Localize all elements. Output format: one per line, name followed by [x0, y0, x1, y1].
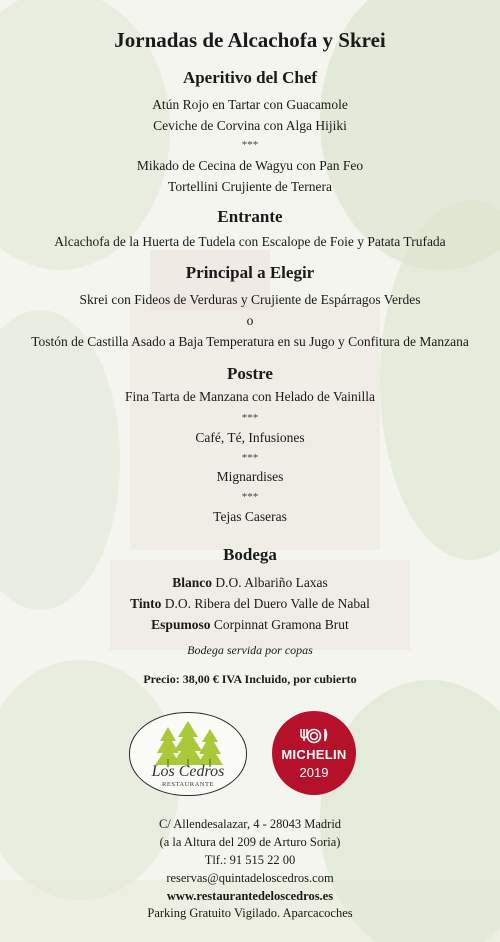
- section-bodega-heading: Bodega: [223, 545, 277, 564]
- cedros-logo-name: Los Cedros: [151, 763, 225, 780]
- aperitivo-item: Mikado de Cecina de Wagyu con Pan Feo: [136, 158, 364, 173]
- wine-label: Espumoso: [151, 617, 211, 632]
- bodega-note: Bodega servida por copas: [187, 643, 313, 657]
- separator: ***: [241, 412, 259, 424]
- footer-reference: (a la Altura del 209 de Arturo Soria): [159, 835, 341, 849]
- los-cedros-logo: [129, 712, 247, 796]
- wine-label: Tinto: [130, 596, 162, 611]
- section-postre-heading: Postre: [227, 364, 273, 383]
- postre-item: Mignardises: [216, 469, 284, 484]
- postre-item: Fina Tarta de Manzana con Helado de Vainilla: [124, 389, 376, 404]
- wine-value: D.O. Ribera del Duero Valle de Nabal: [164, 596, 370, 611]
- section-principal-heading: Principal a Elegir: [185, 263, 315, 282]
- trees-icon: [130, 719, 246, 769]
- footer-parking: Parking Gratuito Vigilado. Aparcacoches: [147, 906, 353, 920]
- cedros-logo-sub: RESTAURANTE: [162, 781, 214, 788]
- aperitivo-item: Atún Rojo en Tartar con Guacamole: [152, 97, 348, 112]
- section-entrante-heading: Entrante: [217, 207, 283, 226]
- separator: ***: [241, 139, 259, 151]
- michelin-year: 2019: [299, 765, 329, 780]
- wine-label: Blanco: [172, 575, 212, 590]
- wine-value: D.O. Albariño Laxas: [215, 575, 328, 590]
- price: Precio: 38,00 € IVA Incluido, por cubierto: [143, 672, 357, 686]
- principal-item: Skrei con Fideos de Verduras y Crujiente de Espárragos Verdes: [79, 292, 421, 307]
- principal-item: Tostón de Castilla Asado a Baja Temperatura en su Jugo y Confitura de Manzana: [31, 334, 469, 349]
- aperitivo-item: Ceviche de Corvina con Alga Hijiki: [153, 118, 347, 133]
- wine-value: Corpinnat Gramona Brut: [213, 617, 349, 632]
- postre-item: Café, Té, Infusiones: [195, 430, 305, 445]
- wine-blanco: [0, 575, 500, 591]
- separator: ***: [241, 491, 259, 503]
- menu-title: Jornadas de Alcachofa y Skrei: [114, 28, 386, 52]
- entrante-item: Alcachofa de la Huerta de Tudela con Escalope de Foie y Patata Trufada: [54, 234, 446, 249]
- footer-phone: Tlf.: 91 515 22 00: [204, 853, 296, 867]
- footer-email[interactable]: reservas@quintadeloscedros.com: [166, 871, 334, 885]
- section-aperitivo-heading: Aperitivo del Chef: [182, 68, 318, 87]
- wine-tinto: [0, 596, 500, 612]
- aperitivo-item: Tortellini Crujiente de Ternera: [168, 179, 332, 194]
- footer-address: C/ Allendesalazar, 4 - 28043 Madrid: [158, 817, 342, 831]
- michelin-badge: [272, 711, 356, 795]
- michelin-name: MICHELIN: [281, 747, 347, 762]
- wine-espumoso: [0, 617, 500, 633]
- footer-website[interactable]: www.restaurantedeloscedros.es: [166, 889, 334, 903]
- separator: ***: [241, 452, 259, 464]
- postre-item: Tejas Caseras: [213, 509, 287, 524]
- principal-or: o: [246, 313, 254, 328]
